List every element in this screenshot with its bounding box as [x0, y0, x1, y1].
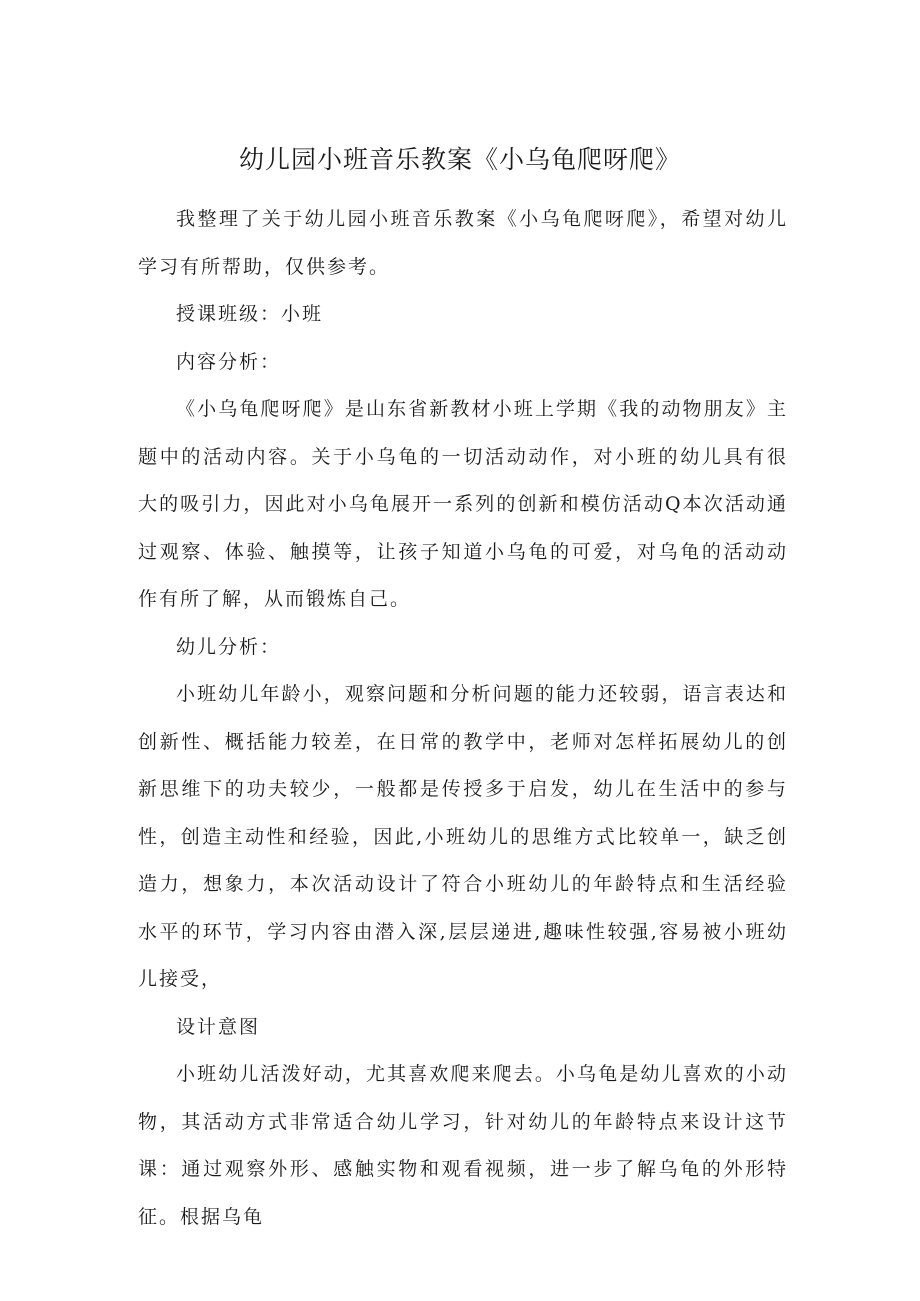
design-intent-paragraph: 小班幼儿活泼好动，尤其喜欢爬来爬去。小乌龟是幼儿喜欢的小动物，其活动方式非常适合幼儿学习，针对幼儿的年龄特点来设计这节课：通过观察外形、感触实物和观看视频，进一步了解乌龟的外形特征。根据乌龟 — [138, 1063, 788, 1228]
document-title: 幼儿园小班音乐教案《小乌龟爬呀爬》 — [238, 145, 681, 174]
class-level-line: 授课班级：小班 — [176, 303, 324, 325]
document-body — [138, 196, 788, 1241]
child-analysis-heading: 幼儿分析： — [176, 635, 282, 658]
content-analysis-paragraph: 《小乌龟爬呀爬》是山东省新教材小班上学期《我的动物朋友》主题中的活动内容。关于小乌龟的一切活动动作，对小班的幼儿具有很大的吸引力，因此对小乌龟展开一系列的创新和模仿活动Q本次活动通过观察、体验、触摸等，让孩子知道小乌龟的可爱，对乌龟的活动动作有所了解，从而锻炼自己。 — [138, 398, 788, 610]
content-analysis-heading: 内容分析： — [176, 350, 282, 373]
design-intent-heading: 设计意图 — [176, 1015, 261, 1038]
intro-paragraph: 我整理了关于幼儿园小班音乐教案《小乌龟爬呀爬》，希望对幼儿学习有所帮助，仅供参考。 — [138, 208, 788, 278]
child-analysis-paragraph: 小班幼儿年龄小，观察问题和分析问题的能力还较弱，语言表达和创新性、概括能力较差，在日常的教学中，老师对怎样拓展幼儿的创新思维下的功夫较少，一般都是传授多于启发，幼儿在生活中的参与性，创造主动性和经验，因此,小班幼儿的思维方式比较单一，缺乏创造力，想象力，本次活动设计了符合小班幼儿的年龄特点和生活经验水平的环节，学习内容由潜入深,层层递进,趣味性较强,容易被小班幼儿接受， — [138, 683, 788, 990]
